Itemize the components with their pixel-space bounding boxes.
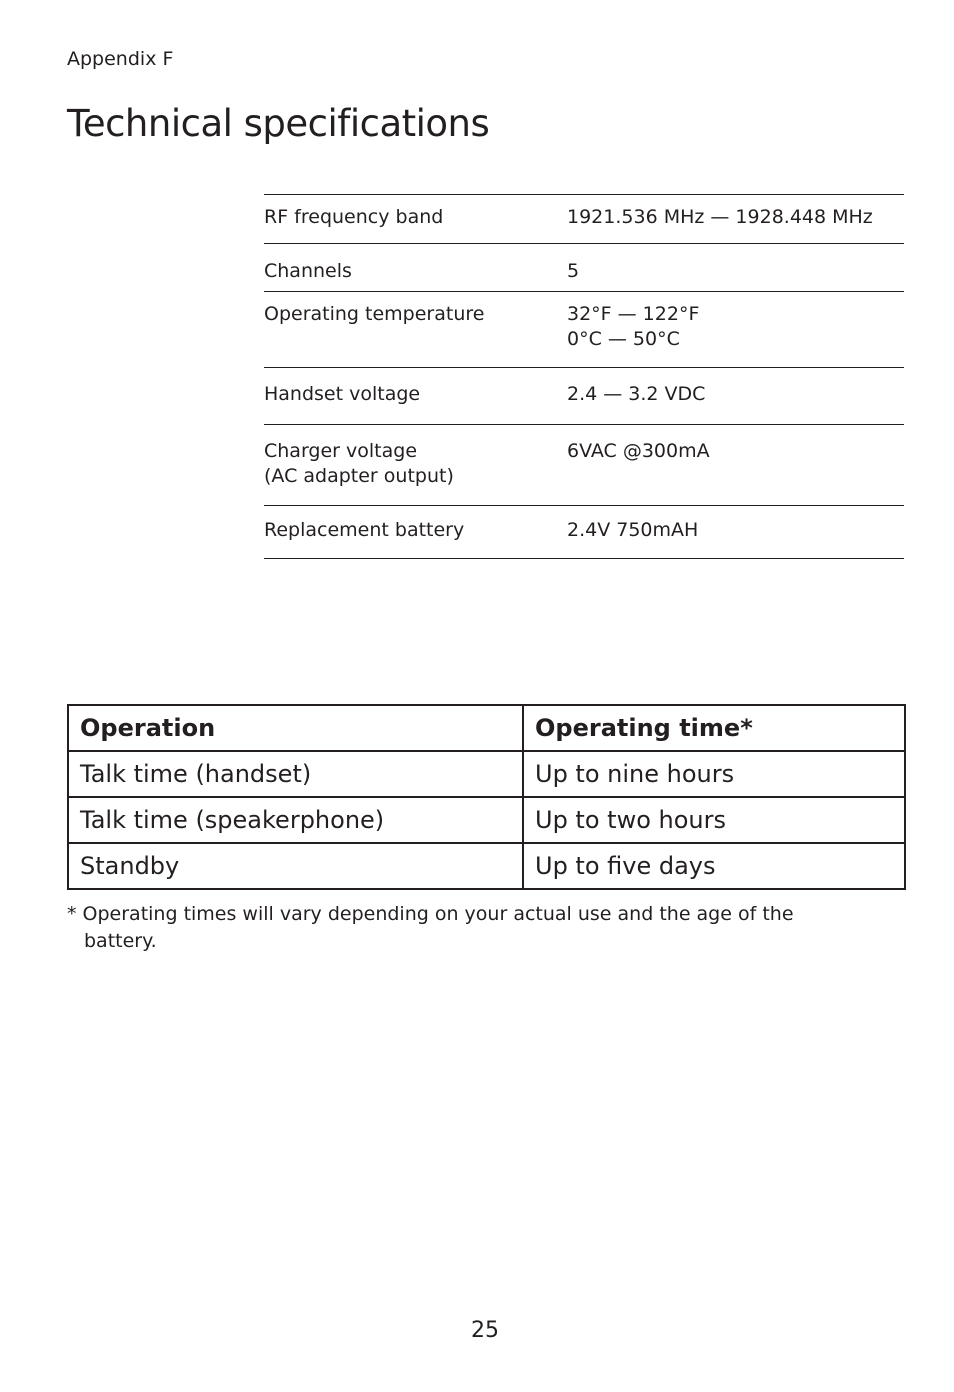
table-cell: Up to nine hours bbox=[523, 751, 905, 797]
spec-value: 1921.536 MHz — 1928.448 MHz bbox=[567, 206, 873, 228]
table-cell: Standby bbox=[68, 843, 523, 889]
table-cell: Talk time (speakerphone) bbox=[68, 797, 523, 843]
table-row bbox=[68, 797, 905, 843]
spec-label: Charger voltage (AC adapter output) bbox=[264, 440, 454, 487]
operating-time-table bbox=[67, 704, 906, 890]
spec-label: Replacement battery bbox=[264, 519, 465, 541]
spec-label: Handset voltage bbox=[264, 383, 421, 405]
table-cell: Talk time (handset) bbox=[68, 751, 523, 797]
spec-label: Operating temperature bbox=[264, 303, 485, 325]
spec-value: 32°F — 122°F 0°C — 50°C bbox=[567, 303, 700, 350]
spec-row-rf-frequency bbox=[264, 195, 904, 244]
spec-value: 2.4 — 3.2 VDC bbox=[567, 383, 706, 405]
spec-value: 5 bbox=[567, 260, 580, 282]
spec-value: 2.4V 750mAH bbox=[567, 519, 699, 541]
spec-label: Channels bbox=[264, 260, 352, 282]
page-number: 25 bbox=[471, 1318, 499, 1343]
table-row bbox=[68, 843, 905, 889]
column-header: Operation bbox=[68, 705, 523, 751]
spec-value: 6VAC @300mA bbox=[567, 440, 710, 462]
spec-row-operating-temperature bbox=[264, 292, 904, 368]
spec-table bbox=[264, 194, 904, 559]
appendix-label: Appendix F bbox=[67, 48, 174, 70]
table-cell: Up to five days bbox=[523, 843, 905, 889]
page-title: Technical specifications bbox=[67, 102, 490, 145]
column-header: Operating time* bbox=[523, 705, 905, 751]
table-header-row bbox=[68, 705, 905, 751]
spec-row-replacement-battery bbox=[264, 506, 904, 559]
spec-row-channels bbox=[264, 244, 904, 292]
spec-row-handset-voltage bbox=[264, 368, 904, 425]
table-row bbox=[68, 751, 905, 797]
spec-label: RF frequency band bbox=[264, 206, 444, 228]
table-cell: Up to two hours bbox=[523, 797, 905, 843]
footnote: * Operating times will vary depending on your actual use and the age of the battery. bbox=[67, 903, 794, 952]
spec-row-charger-voltage bbox=[264, 425, 904, 506]
